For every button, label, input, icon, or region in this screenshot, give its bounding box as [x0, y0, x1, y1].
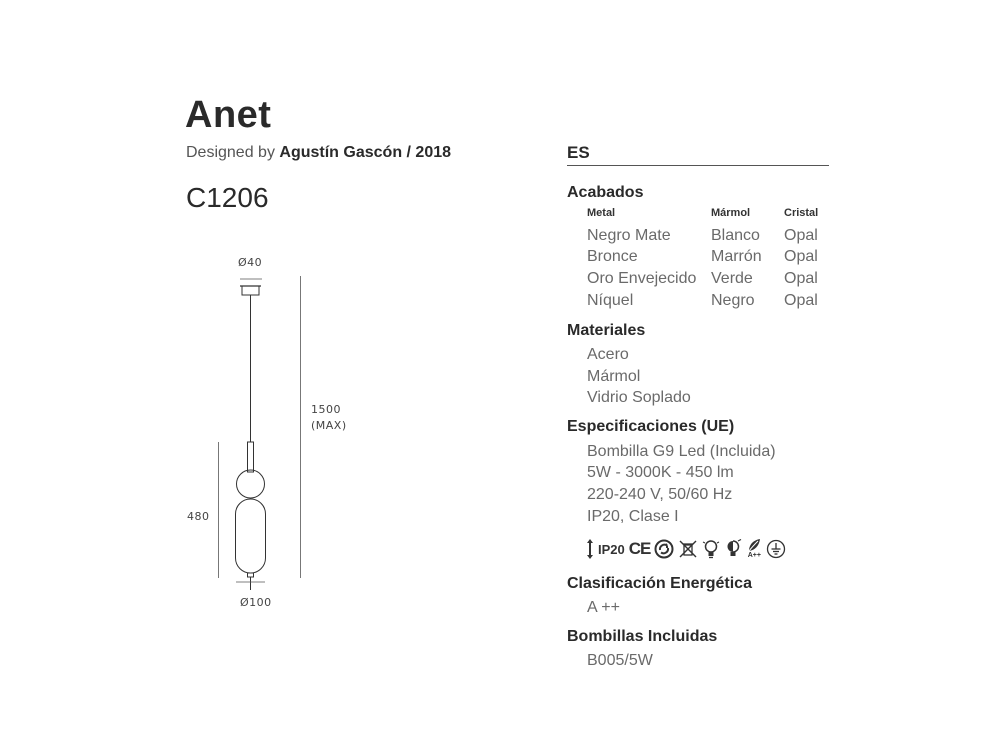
dim-top-label: Ø40 [238, 256, 263, 269]
acabado-marmol: Marrón [711, 248, 762, 265]
acabado-marmol: Negro [711, 292, 755, 309]
col-head-marmol: Mármol [711, 207, 751, 219]
glass-sphere [237, 470, 265, 498]
spec-item: Bombilla G9 Led (Incluida) [587, 443, 776, 460]
designer-year: Agustín Gascón / 2018 [279, 144, 452, 161]
glass-capsule [236, 499, 266, 573]
acabado-marmol: Blanco [711, 227, 760, 244]
section-bombillas-title: Bombillas Incluidas [567, 628, 718, 645]
product-code: C1206 [186, 182, 269, 213]
ce-mark-icon: CE [628, 539, 651, 558]
dim-bottom-label: Ø100 [240, 596, 272, 609]
spec-item: IP20, Clase I [587, 508, 679, 525]
certification-icons [586, 537, 786, 561]
acabado-metal: Bronce [587, 248, 638, 265]
section-especificaciones-title: Especificaciones (UE) [567, 418, 735, 435]
acabado-metal: Oro Envejecido [587, 270, 697, 287]
dimmable-bulb-icon [724, 538, 742, 560]
acabado-cristal: Opal [784, 292, 818, 309]
dim-height-note: (MAX) [311, 419, 347, 432]
material-item: Acero [587, 346, 629, 363]
acabado-marmol: Verde [711, 270, 753, 287]
canopy [242, 286, 259, 295]
acabado-metal: Níquel [587, 292, 634, 309]
acabado-cristal: Opal [784, 270, 818, 287]
spec-item: 5W - 3000K - 450 lm [587, 464, 734, 481]
led-bulb-icon [702, 538, 720, 560]
divider [567, 165, 829, 166]
mounting-height-icon [586, 538, 594, 560]
weee-bin-icon [678, 538, 698, 560]
col-head-cristal: Cristal [784, 207, 819, 219]
designed-prefix: Designed by [186, 144, 275, 161]
acabado-cristal: Opal [784, 248, 818, 265]
acabado-metal: Negro Mate [587, 227, 671, 244]
bombillas-value: B005/5W [587, 652, 653, 669]
dim-height-label: 1500 [311, 403, 341, 416]
top-tube [248, 442, 254, 472]
acabado-cristal: Opal [784, 227, 818, 244]
col-head-metal: Metal [587, 207, 616, 219]
section-materiales-title: Materiales [567, 322, 646, 339]
energy-label: A++ [747, 552, 761, 559]
clasificacion-value: A ++ [587, 599, 620, 616]
dim-body-label: 480 [187, 510, 210, 523]
ip20-icon: IP20 [598, 541, 625, 557]
earth-ground-icon [766, 538, 786, 560]
spec-item: 220-240 V, 50/60 Hz [587, 486, 733, 503]
section-clasificacion-title: Clasificación Energética [567, 575, 752, 592]
product-title: Anet [185, 94, 272, 136]
material-item: Mármol [587, 368, 641, 385]
energy-leaf-icon [746, 537, 762, 561]
section-acabados-title: Acabados [567, 184, 644, 201]
material-item: Vidrio Soplado [587, 389, 691, 406]
language-label: ES [567, 143, 590, 162]
recycle-icon [654, 538, 674, 560]
